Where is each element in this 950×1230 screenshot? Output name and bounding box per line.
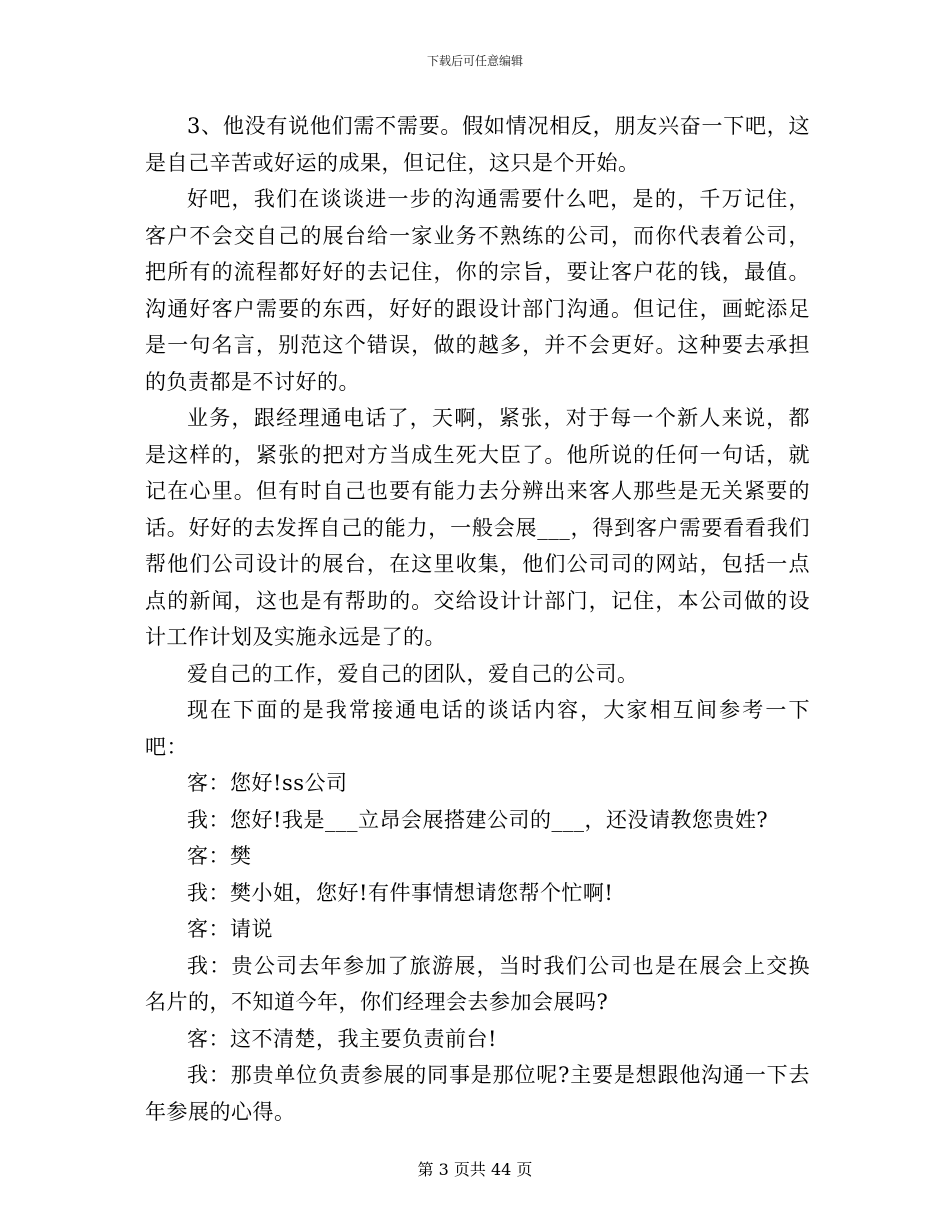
dialogue-line: 我：贵公司去年参加了旅游展，当时我们公司也是在展会上交换名片的，不知道今年，你们经理会去参加会展吗? <box>145 953 810 1014</box>
dialogue-line: 客：您好!ss公司 <box>187 771 348 795</box>
dialogue-line: 我：樊小姐，您好!有件事情想请您帮个忙啊! <box>187 880 614 905</box>
dialogue-line: 客：樊 <box>187 844 252 868</box>
dialogue-line: 客：请说 <box>187 917 273 941</box>
page-number: 第 3 页共 44 页 <box>417 1160 533 1179</box>
page-header: 下载后可任意编辑 <box>426 54 523 68</box>
paragraph: 爱自己的工作，爱自己的团队，爱自己的公司。 <box>187 661 639 686</box>
dialogue-line: 客：这不清楚，我主要负责前台! <box>187 1026 497 1051</box>
paragraph: 3、他没有说他们需不需要。假如情况相反，朋友兴奋一下吧，这是自己辛苦或好运的成果，但记住，这只是个开始。 <box>145 114 810 175</box>
document-body <box>145 108 810 1130</box>
paragraph: 好吧，我们在谈谈进一步的沟通需要什么吧，是的，千万记住，客户不会交自己的展台给一家业务不熟练的公司，而你代表着公司，把所有的流程都好好的去记住，你的宗旨，要让客户花的钱，最值。沟通好客户需要的东西，好好的跟设计部门沟通。但记住，画蛇添足是一句名言，别范这个错误，做的越多，并不会更好。这种要去承担的负责都是不讨好的。 <box>145 187 810 394</box>
paragraph: 现在下面的是我常接通电话的谈话内容，大家相互间参考一下吧： <box>145 698 810 759</box>
paragraph: 业务，跟经理通电话了，天啊，紧张，对于每一个新人来说，都是这样的，紧张的把对方当成生死大臣了。他所说的任何一句话，就记在心里。但有时自己也要有能力去分辨出来客人那些是无关紧要的话。好好的去发挥自己的能力，一般会展___，得到客户需要看看我们帮他们公司设计的展台，在这里收集，他们公司司的网站，包括一点点的新闻，这也是有帮助的。交给设计计部门，记住，本公司做的设计工作计划及实施永远是了的。 <box>145 406 810 649</box>
dialogue-line: 我：那贵单位负责参展的同事是那位呢?主要是想跟他沟通一下去年参展的心得。 <box>145 1063 810 1124</box>
dialogue-line: 我：您好!我是___立昂会展搭建公司的___，还没请教您贵姓? <box>187 807 769 832</box>
